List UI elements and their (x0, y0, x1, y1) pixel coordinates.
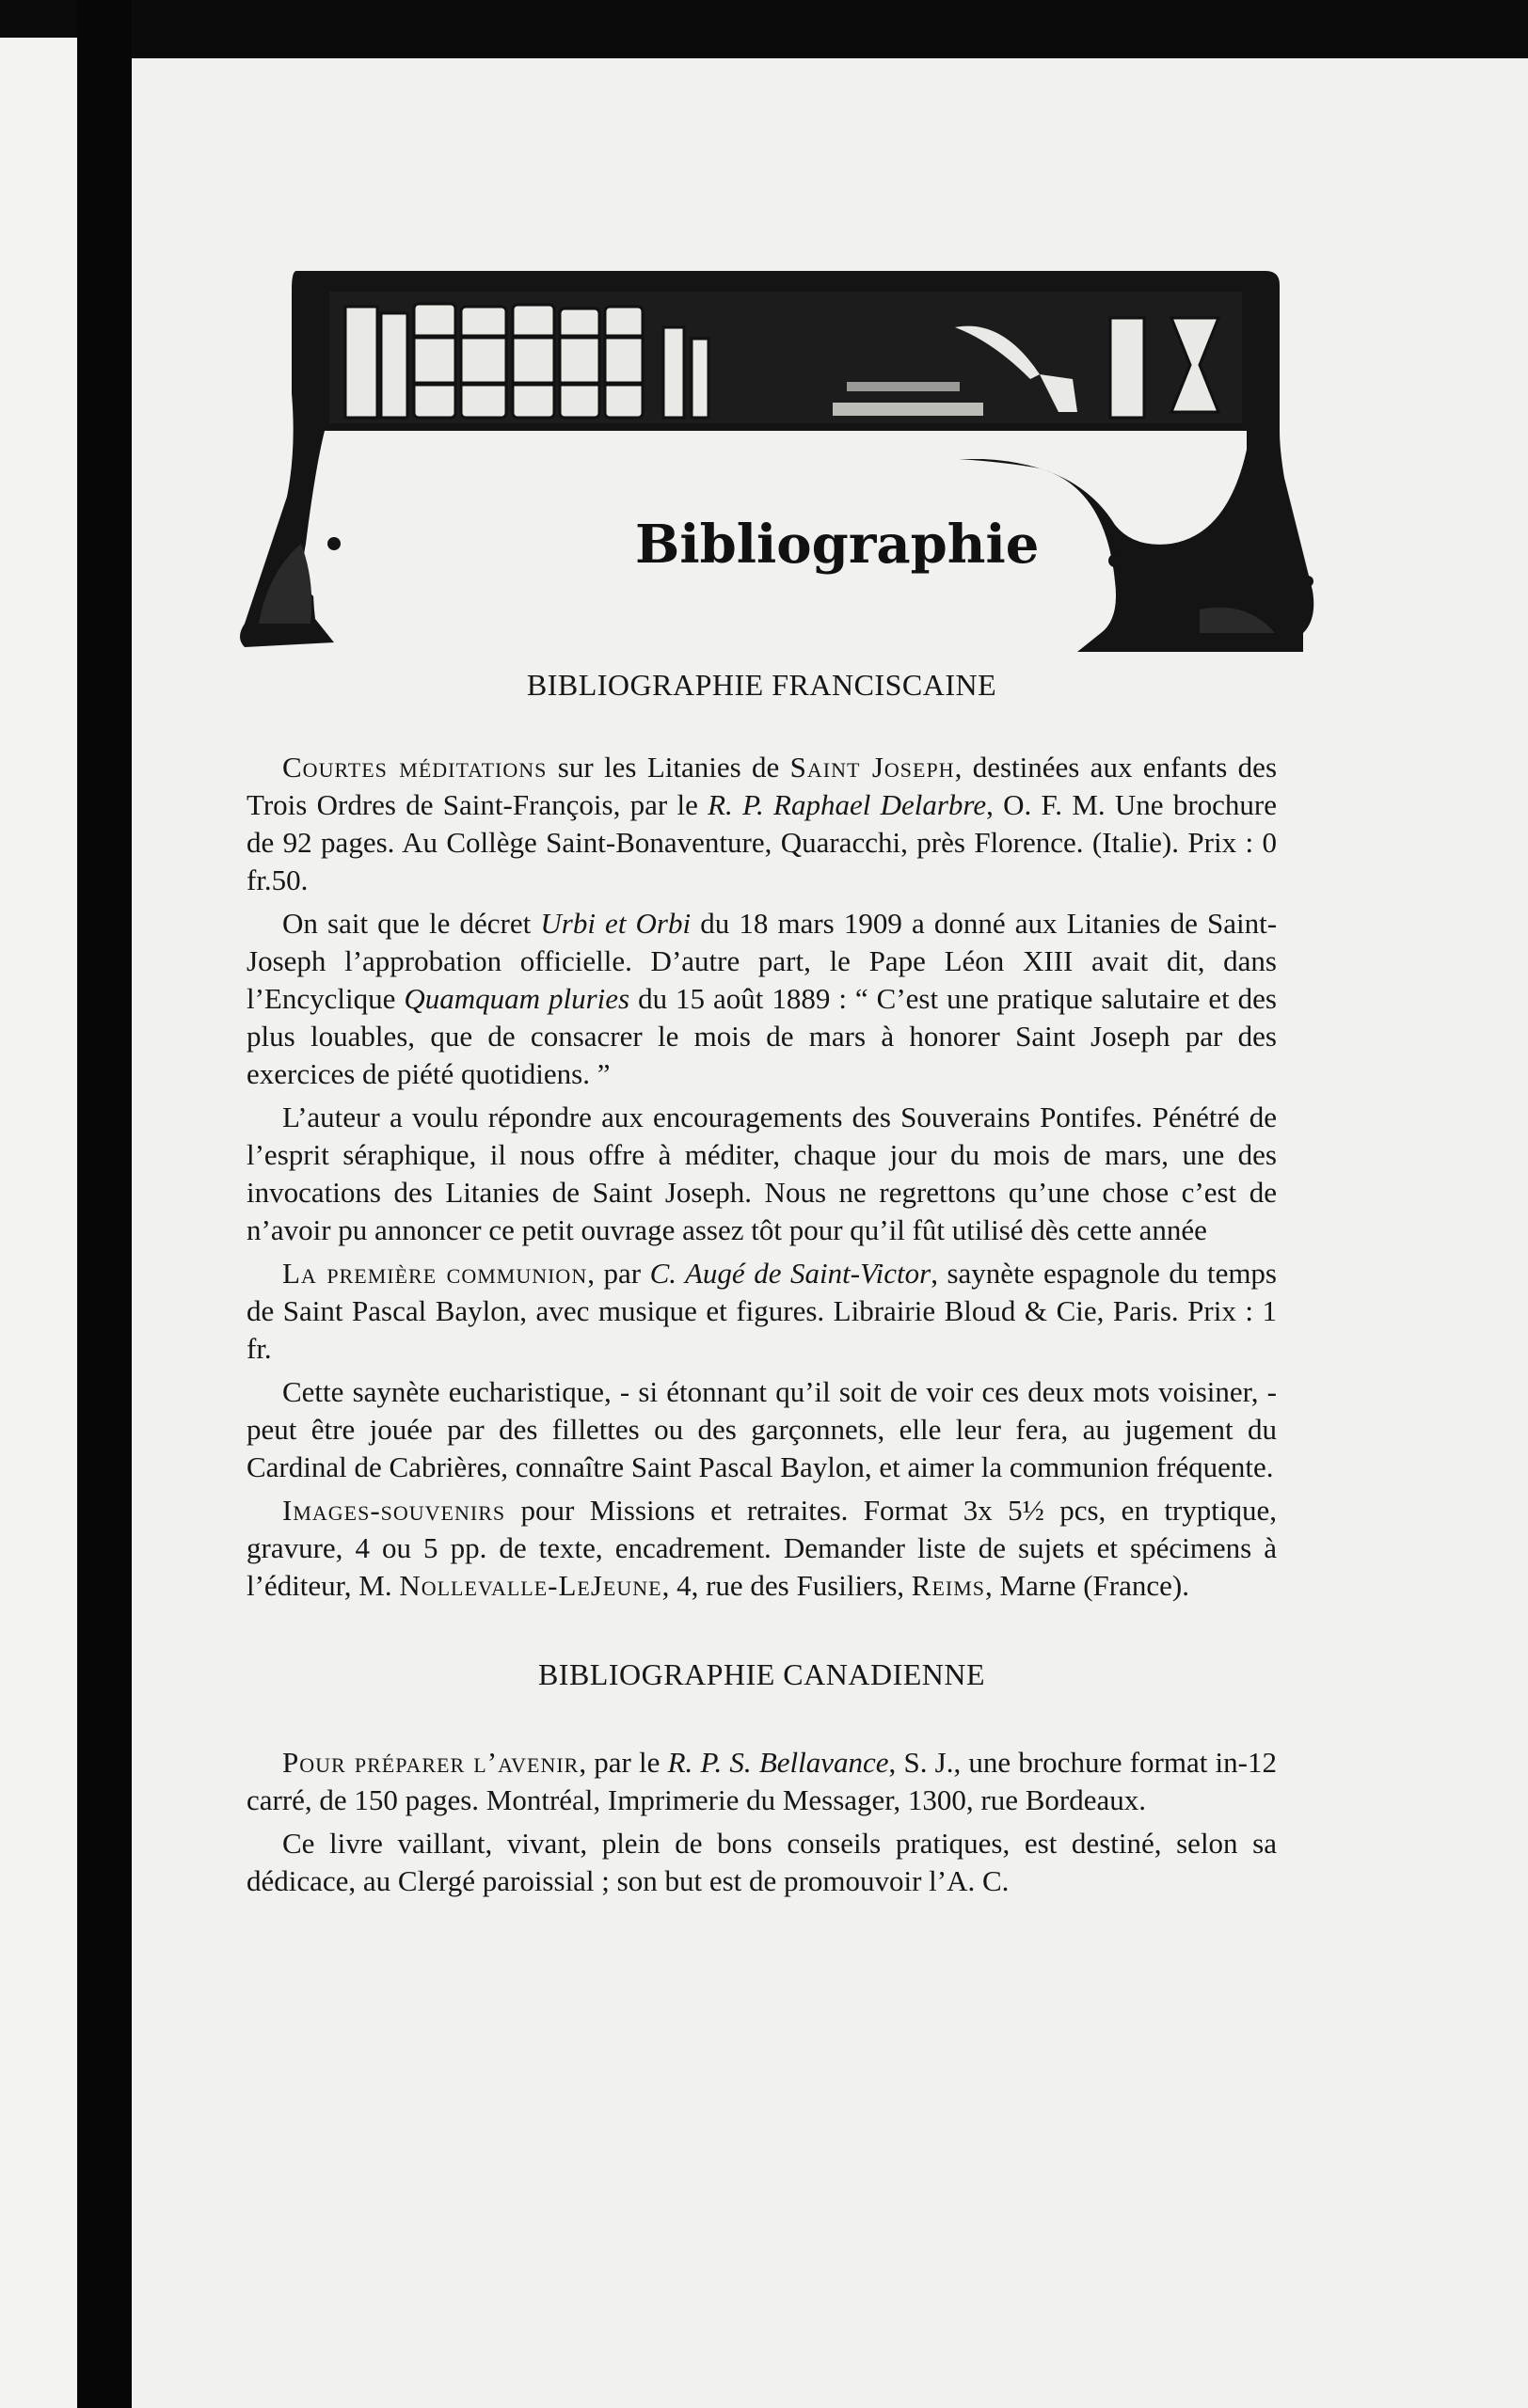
entry-text: , par le (579, 1746, 668, 1779)
entry-text: , S. J., une brochure format in-12 carré, de 150 pages. Montréal, Imprimerie du Messager, 1300, rue Bordeaux. (247, 1746, 1277, 1816)
entry-heading: Courtes méditations (282, 751, 548, 784)
paragraph-livre-vaillant: Ce livre vaillant, vivant, plein de bons conseils pratiques, est destiné, selon sa dédicace, au Clergé paroissial ; son but est de promouvoir l’A. C. (247, 1827, 1277, 1897)
entry-city: Reims (911, 1569, 986, 1602)
paragraph-text: du 15 août 1889 : “ C’est une pratique salutaire et des plus louables, que de consacrer le mois de mars à honorer Saint Joseph par des exercices de piété quotidiens. ” (247, 982, 1277, 1090)
entry-name: Nollevalle-LeJeune (399, 1569, 662, 1602)
paragraph-italic: Quamquam pluries (404, 982, 630, 1015)
paragraph-text: On sait que le décret (282, 907, 541, 940)
entry-images-souvenirs (247, 1492, 1277, 1605)
entry-author: C. Augé de Saint-Victor (649, 1257, 931, 1290)
entry-preparer-avenir (247, 1744, 1277, 1819)
entry-text: , saynète espagnole du temps de Saint Pascal Baylon, avec musique et figures. Librairie Bloud & Cie, Paris. Prix : 1 fr. (247, 1257, 1278, 1365)
entry-author: R. P. Raphael Delarbre (708, 788, 987, 821)
entry-text: pour Missions et retraites. Format 3x 5½ pcs, en tryptique, gravure, 4 ou 5 pp. de texte, encadrement. Demander liste de sujets et spécimens à l’éditeur, M. (247, 1494, 1277, 1602)
paragraph-auteur: L’auteur a voulu répondre aux encouragements des Souverains Pontifes. Pénétré de l’esprit séraphique, il nous offre à méditer, chaque jour du mois de mars, une des invocations des Litanies de Saint Joseph. Nous ne regrettons qu’une chose c’est de n’avoir pu annoncer ce petit ouvrage assez tôt pour qu’il fût utilisé dès cette année (247, 1101, 1277, 1246)
entry-name: Saint Joseph (789, 751, 955, 784)
paragraph-decret (247, 905, 1277, 1093)
entry-courtes-meditations (247, 749, 1277, 899)
banner-title: Bibliographie (635, 514, 1040, 576)
entry-text: , par (587, 1257, 650, 1290)
paragraph-text: du 18 mars 1909 a donné aux Litanies de Saint-Joseph l’approbation officielle. D’autre part, le Pape Léon XIII avait dit, dans l’Encyclique (247, 907, 1278, 1015)
entry-heading: Images-souvenirs (282, 1494, 506, 1527)
bookshelf-banner-illustration (231, 261, 1322, 666)
paragraph-italic: Urbi et Orbi (540, 907, 692, 940)
entry-text: , destinées aux enfants des Trois Ordres de Saint-François, par le (247, 751, 1278, 821)
entry-text: , Marne (France). (985, 1569, 1189, 1602)
entry-heading: Pour préparer l’avenir (282, 1746, 580, 1779)
section-title-franciscaine: BIBLIOGRAPHIE FRANCISCAINE (526, 668, 997, 702)
entry-heading: La première communion (282, 1257, 588, 1290)
entry-premiere-communion (247, 1255, 1277, 1368)
section-title-canadienne: BIBLIOGRAPHIE CANADIENNE (537, 1657, 986, 1691)
paragraph-saynete: Cette saynète eucharistique, - si étonnant qu’il soit de voir ces deux mots voisiner, - peut être jouée par des fillettes ou des garçonnets, elle leur fera, au jugement du Cardinal de Cabrières, connaître Saint Pascal Baylon, et aimer la communion fréquente. (247, 1375, 1277, 1483)
entry-text: , O. F. M. Une brochure de 92 pages. Au Collège Saint-Bonaventure, Quaracchi, près Florence. (Italie). Prix : 0 fr.50. (247, 788, 1277, 896)
entry-author: R. P. S. Bellavance (667, 1746, 889, 1779)
entry-text: , 4, rue des Fusiliers, (661, 1569, 912, 1602)
facing-page-edge (0, 38, 77, 2408)
book-gutter (77, 0, 132, 2408)
article-body (247, 649, 1277, 1906)
entry-text: sur les Litanies de (547, 751, 790, 784)
